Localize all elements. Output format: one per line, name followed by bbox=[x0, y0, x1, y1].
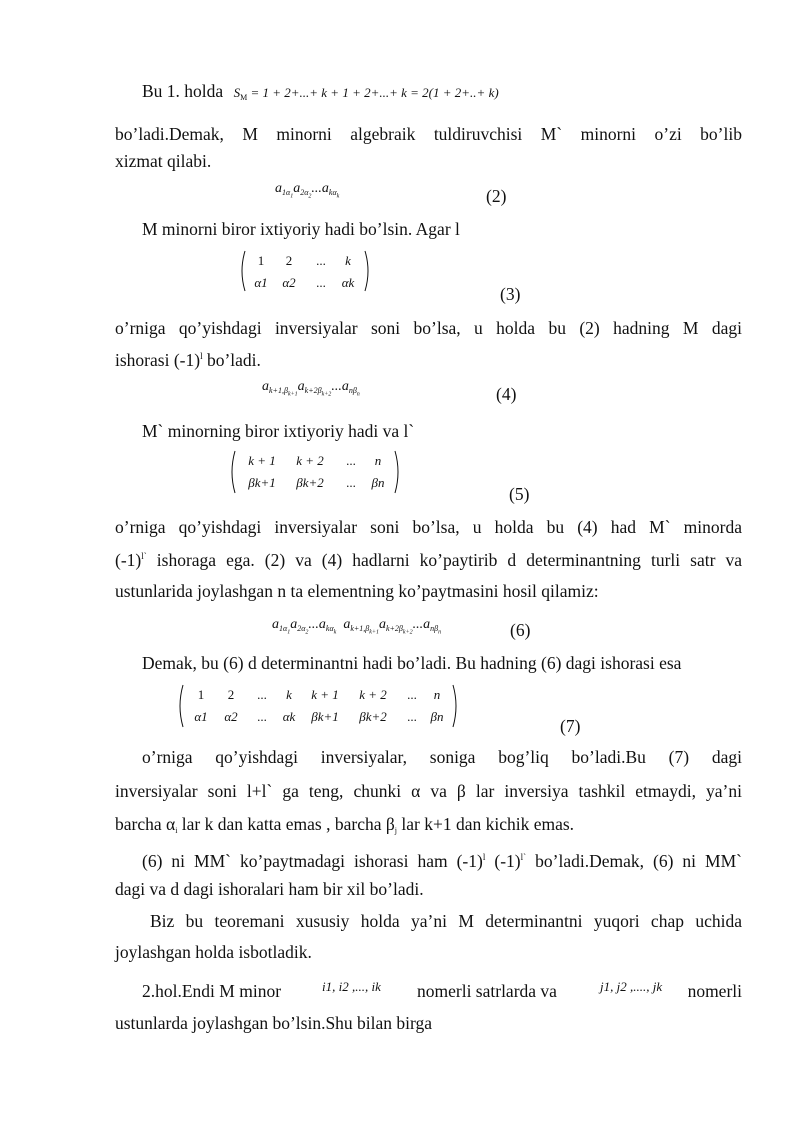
p10-line1: 2.hol.Endi M minor i1, i2 ,..., ik nomerli satrlarda va j1, j2 ,...., jk nomerli bbox=[142, 980, 742, 1002]
p10-end: nomerli bbox=[687, 981, 742, 1001]
p7-line1: o’rniga qo’yishdagi inversiyalar, soniga bog’liq bo’ladi.Bu (7) dagi bbox=[142, 747, 742, 767]
p4-line1: M` minorning biror ixtiyoriy hadi va l` bbox=[142, 421, 415, 441]
matrix-7: 1 2 ... k k + 1 k + 2 ... n α1 α2 ... αk βk+1 βk+2 ... βn bbox=[176, 684, 460, 728]
p1-line2: bo’ladi.Demak, M minorni algebraik tuldiruvchisi M` minorni o’zi bo’lib bbox=[115, 124, 742, 144]
p2-line1: M minorni biror ixtiyoriy hadi bo’lsin. Agar l bbox=[142, 219, 460, 239]
matrix-3: 1 2 ... k α1 α2 ... αk bbox=[238, 250, 372, 292]
eq7-number: (7) bbox=[560, 716, 581, 736]
right-paren-icon bbox=[364, 250, 372, 292]
index-j-list: j1, j2 ,...., jk bbox=[600, 979, 663, 994]
eq4-formula: $a_{k+1,\beta_{k+1}}a_{k+2\beta_{k+2}}...a_{n\beta_n}$ bbox=[262, 379, 360, 398]
p3-line2: ishorasi $(-1)^l$ bo’ladi. bbox=[115, 350, 261, 370]
p7-line3: barcha $\alpha_i$ lar k dan katta emas , barcha $\beta_j$ lar k+1 dan kichik emas. bbox=[115, 814, 575, 835]
eq2-formula: $a_{1\alpha_1}a_{2\alpha_2}...a_{k\alpha_k}$ bbox=[275, 181, 340, 200]
p10-line2: ustunlarda joylashgan bo’lsin.Shu bilan birga bbox=[115, 1013, 433, 1033]
left-paren-icon bbox=[238, 250, 246, 292]
p5-line3: ustunlarida joylashgan n ta elementning ko’paytmasini hosil qilamiz: bbox=[115, 581, 599, 601]
eq2-number: (2) bbox=[486, 186, 507, 206]
matrix-5: k + 1 k + 2 ... n βk+1 βk+2 ... βn bbox=[228, 450, 402, 494]
p9-line2: joylashgan holda isbotladik. bbox=[115, 942, 312, 962]
p9-line1: Biz bu teoremani xususiy holda ya’ni M determinantni yuqori chap uchida bbox=[150, 911, 742, 931]
p3-line1: o’rniga qo’yishdagi inversiyalar soni bo’lsa, u holda bu (2) hadning M dagi bbox=[115, 318, 742, 338]
right-paren-icon bbox=[394, 450, 402, 494]
left-paren-icon bbox=[176, 684, 184, 728]
p1-line1 bbox=[142, 80, 499, 109]
eq3-number: (3) bbox=[500, 284, 521, 304]
p7-line2: inversiyalar soni l+l` ga teng, chunki α va β lar inversiya tashkil etmaydi, ya’ni bbox=[115, 781, 742, 801]
p1-line3: xizmat qilabi. bbox=[115, 151, 212, 171]
p6-line1: Demak, bu (6) d determinantni hadi bo’ladi. Bu hadning (6) dagi ishorasi esa bbox=[142, 653, 682, 673]
p5-line2: $(-1)^{l`}$ ishoraga ega. (2) va (4) hadlarni ko’paytirib d determinantning turli satr va bbox=[115, 550, 742, 570]
p5-line1: o’rniga qo’yishdagi inversiyalar soni bo’lsa, u holda bu (4) had M` minorda bbox=[115, 517, 742, 537]
index-i-list: i1, i2 ,..., ik bbox=[322, 979, 381, 994]
p8-line2: dagi va d dagi ishoralari ham bir xil bo’ladi. bbox=[115, 879, 424, 899]
p1-prefix: Bu 1. holda bbox=[142, 81, 224, 101]
right-paren-icon bbox=[452, 684, 460, 728]
p8-line1: (6) ni MM` ko’paytmadagi ishorasi ham $(-1)^l$ $(-1)^{l`}$ bo’ladi.Demak, (6) ni MM` bbox=[142, 851, 742, 871]
p10-mid: nomerli satrlarda va bbox=[417, 981, 557, 1001]
left-paren-icon bbox=[228, 450, 236, 494]
eq5-number: (5) bbox=[509, 484, 530, 504]
eq-sm: $S_M = 1 + 2+...+ k + 1 + 2+...+ k = 2(1 + 2+..+ k)$ bbox=[233, 85, 499, 102]
eq6-number: (6) bbox=[510, 620, 531, 640]
eq4-number: (4) bbox=[496, 384, 517, 404]
eq6-formula: $a_{1\alpha_1}a_{2\alpha_2}...a_{k\alpha_k}$ $a_{k+1,\beta_{k+1}}a_{k+2\beta_{k+2}}...a_{n\beta_n}$ bbox=[272, 617, 442, 636]
